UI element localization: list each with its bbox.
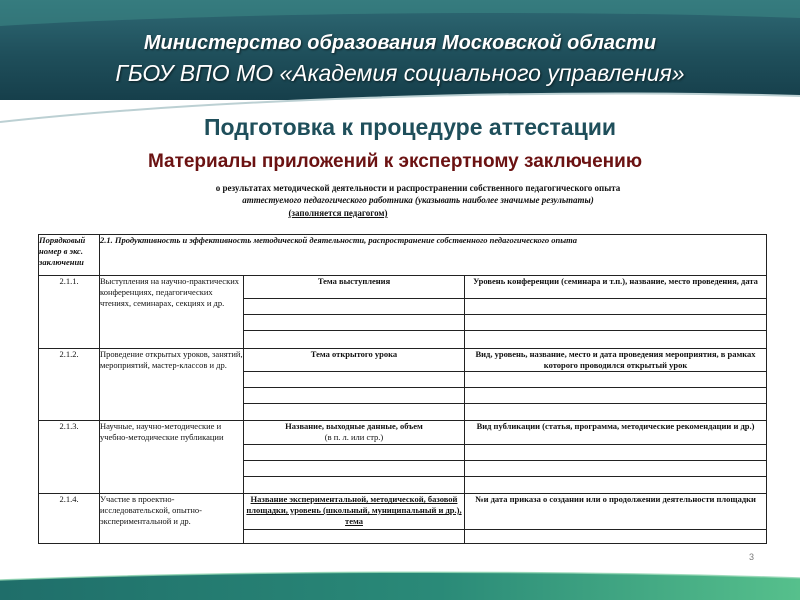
row-number: 2.1.2. <box>39 349 100 421</box>
table-row <box>39 276 767 299</box>
row-number: 2.1.4. <box>39 494 100 544</box>
slide-subtitle: Материалы приложений к экспертному заключению <box>147 151 643 172</box>
attestation-table <box>38 234 767 544</box>
column-header: Вид, уровень, название, место и дата проведения мероприятия, в рамках которого проводился открытый урок <box>465 349 767 372</box>
empty-cell <box>465 331 767 349</box>
row-description: Научные, научно-методические и учебно-методические публикации <box>100 421 244 494</box>
column-header: Тема выступления <box>244 276 465 299</box>
empty-cell <box>244 315 465 331</box>
empty-cell <box>465 372 767 388</box>
column-header-note: (в п. л. или стр.) <box>324 432 384 442</box>
empty-cell <box>465 388 767 404</box>
empty-cell <box>465 315 767 331</box>
empty-cell <box>244 331 465 349</box>
empty-cell <box>244 461 465 477</box>
column-header-line: Название, выходные данные, объем <box>285 421 423 431</box>
footer-band-decoration <box>0 566 800 600</box>
row-number: 2.1.3. <box>39 421 100 494</box>
column-header: №и дата приказа о создании или о продолжении деятельности площадки <box>465 494 767 530</box>
intro-line-1: о результатах методической деятельности и распространении собственного педагогического опыта <box>215 183 621 193</box>
row-number: 2.1.1. <box>39 276 100 349</box>
column-header-underlined: Название экспериментальной, методической, базовой площадки, уровень (школьный, муниципальный и др.), тема <box>246 494 462 526</box>
document-excerpt <box>38 180 768 552</box>
empty-cell <box>244 372 465 388</box>
empty-cell <box>465 477 767 494</box>
row-description: Проведение открытых уроков, занятий, мероприятий, мастер-классов и др. <box>100 349 244 421</box>
header-academy-title: ГБОУ ВПО МО «Академия социального управления» <box>115 60 685 86</box>
column-header: Тема открытого урока <box>244 349 465 372</box>
page-number: 3 <box>749 552 755 562</box>
column-header: Вид публикации (статья, программа, методические рекомендации и др.) <box>465 421 767 445</box>
table-row <box>39 349 767 372</box>
empty-cell <box>465 461 767 477</box>
empty-cell <box>244 388 465 404</box>
column-header <box>244 494 465 530</box>
header-number-cell: Порядковый номер в экс. заключении <box>39 235 100 276</box>
empty-cell <box>465 445 767 461</box>
table-row <box>39 494 767 530</box>
column-header <box>244 421 465 445</box>
empty-cell <box>465 530 767 544</box>
empty-cell <box>244 404 465 421</box>
row-description: Выступления на научно-практических конференциях, педагогических чтениях, семинарах, секциях и др. <box>100 276 244 349</box>
table-row <box>39 421 767 445</box>
header-title-cell: 2.1. Продуктивность и эффективность методической деятельности, распространение собственного педагогического опыта <box>100 235 767 276</box>
intro-line-2-text: аттестуемого педагогического работника (указывать наиболее значимые результаты) <box>242 195 594 205</box>
row-description: Участие в проектно-исследовательской, опытно-экспериментальной и др. <box>100 494 244 544</box>
intro-line-2 <box>38 195 798 206</box>
intro-line-3: (заполняется педагогом) <box>288 208 388 218</box>
header-ministry-title: Министерство образования Московской области <box>143 32 657 54</box>
empty-cell <box>465 299 767 315</box>
column-header: Уровень конференции (семинара и т.п.), название, место проведения, дата <box>465 276 767 299</box>
empty-cell <box>244 299 465 315</box>
empty-cell <box>244 530 465 544</box>
empty-cell <box>244 445 465 461</box>
empty-cell <box>465 404 767 421</box>
empty-cell <box>244 477 465 494</box>
table-header-row <box>39 235 767 276</box>
slide-title: Подготовка к процедуре аттестации <box>204 114 616 140</box>
